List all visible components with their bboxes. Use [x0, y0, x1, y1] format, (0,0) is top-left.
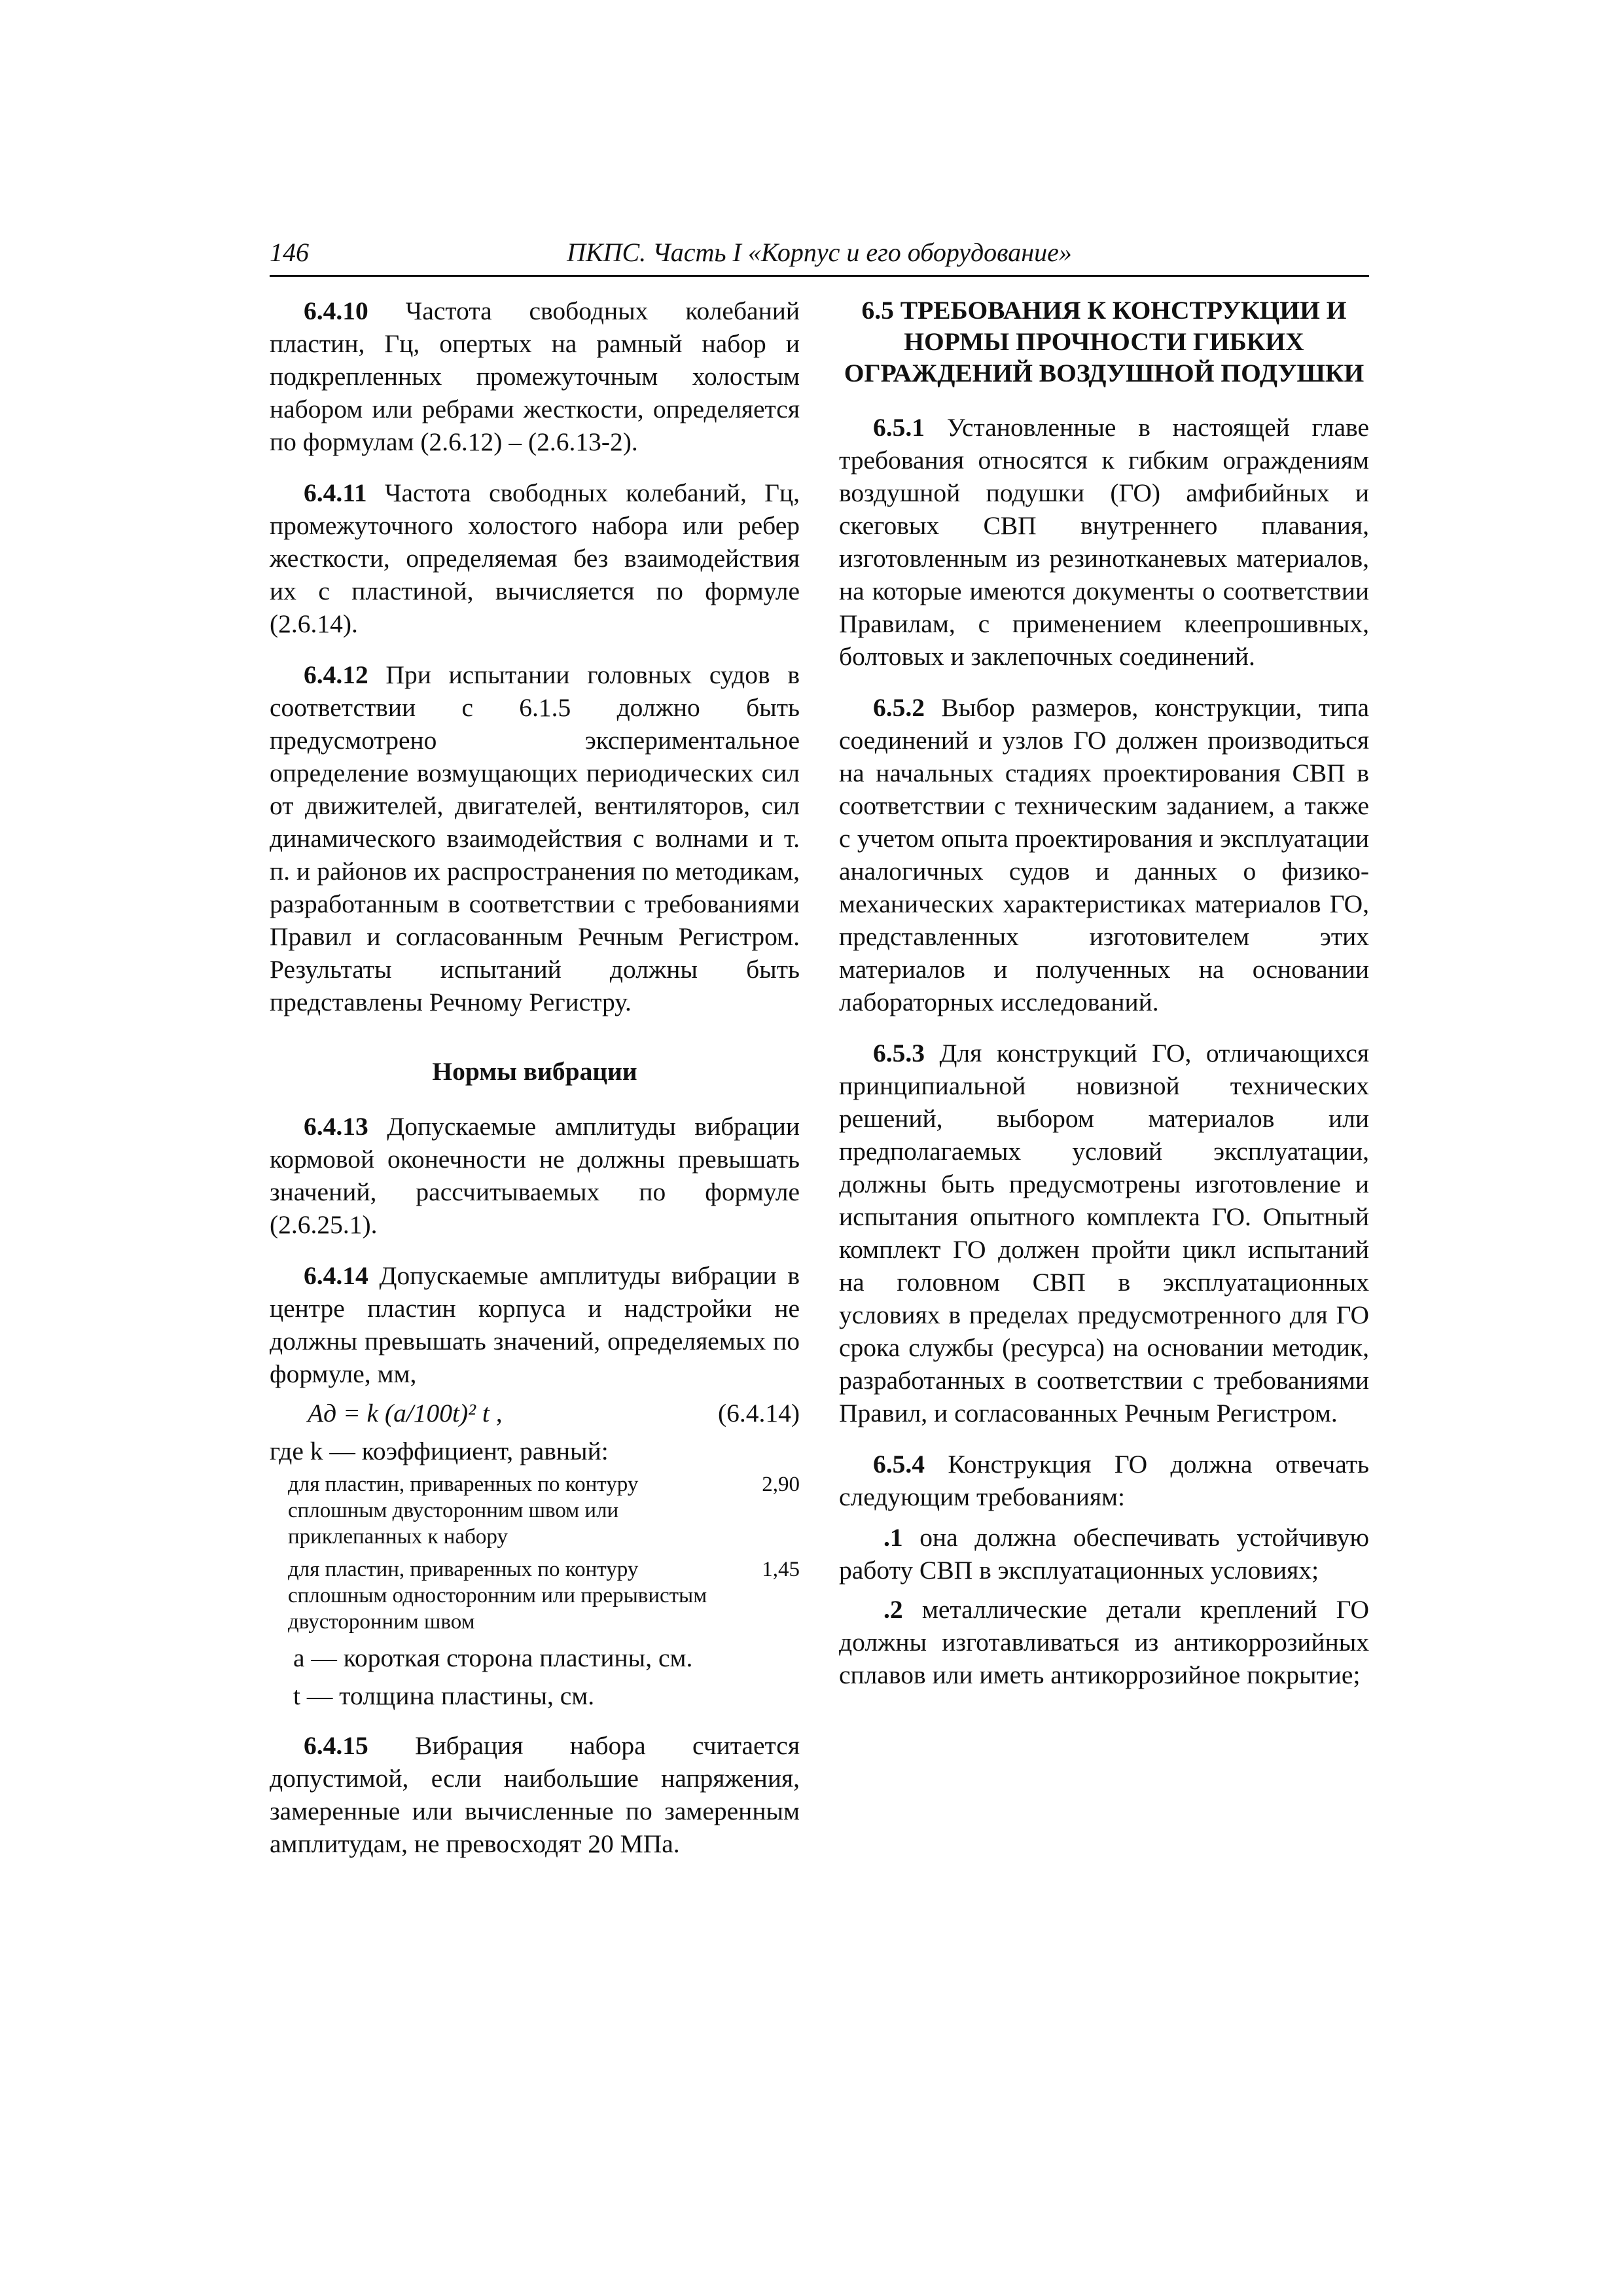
list-item-2 — [839, 1593, 1369, 1691]
coefficient-description: для пластин, приваренных по контуру сплошным двусторонним швом или приклепанных к набору — [288, 1473, 639, 1549]
clause-text: При испытании головных судов в соответствии с 6.1.5 должно быть предусмотрено экспериментальное определение возмущающих периодических сил от движителей, двигателей, вентиляторов, сил динамического взаимодействия с волнами и т. п. и районов их распространения по методикам, разработанным в соответствии с требованиями Правил и согласованным Речным Регистром. Результаты испытаний должны быть представлены Речному Регистру. — [270, 660, 800, 1016]
clause-text: Допускаемые амплитуды вибрации в центре пластин корпуса и надстройки не должны превышать значений, определяемых по формуле, мм, — [270, 1261, 800, 1388]
coefficient-value: 1,45 — [762, 1558, 800, 1581]
formula-6-4-14 — [270, 1397, 800, 1429]
clause-text: Вибрация набора считается допустимой, если наибольшие напряжения, замеренные или вычисленные по замеренным амплитудам, не превосходят 20 МПа. — [270, 1731, 800, 1858]
paragraph-6-5-1 — [839, 411, 1369, 673]
item-text: она должна обеспечивать устойчивую работу СВП в эксплуатационных условиях; — [839, 1523, 1369, 1585]
page-header — [270, 237, 1369, 277]
section-title-6-5: 6.5 ТРЕБОВАНИЯ К КОНСТРУКЦИИ И НОРМЫ ПРОЧНОСТИ ГИБКИХ ОГРАЖДЕНИЙ ВОЗДУШНОЙ ПОДУШКИ — [844, 296, 1364, 387]
page-number: 146 — [270, 238, 309, 267]
paragraph-6-5-2 — [839, 691, 1369, 1018]
clause-text: Допускаемые амплитуды вибрации кормовой оконечности не должны превышать значений, рассчитываемых по формуле (2.6.25.1). — [270, 1112, 800, 1239]
item-number: .1 — [883, 1523, 903, 1552]
coefficient-row — [288, 1471, 800, 1550]
item-number: .2 — [883, 1595, 903, 1624]
where-line: где k — коэффициент, равный: — [270, 1437, 609, 1465]
paragraph-6-4-13 — [270, 1110, 800, 1241]
right-column — [839, 295, 1369, 1698]
definition-t: t — толщина пластины, см. — [293, 1681, 595, 1710]
coefficient-description: для пластин, приваренных по контуру сплошным односторонним или прерывистым двусторонним швом — [288, 1558, 707, 1634]
paragraph-6-4-10 — [270, 295, 800, 458]
subheading-vibration-norms: Нормы вибрации — [432, 1057, 637, 1086]
clause-number: 6.5.2 — [873, 693, 925, 722]
clause-text: Частота свободных колебаний, Гц, промежуточного холостого набора или ребер жесткости, определяемая без взаимодействия их с пластиной, вычисляется по формуле (2.6.14). — [270, 478, 800, 638]
clause-number: 6.4.11 — [304, 478, 367, 507]
clause-number: 6.5.3 — [873, 1039, 925, 1067]
clause-text: Установленные в настоящей главе требования относятся к гибким ограждениям воздушной подушки (ГО) амфибийных и скеговых СВП внутреннего плавания, изготовленным из резинотканевых материалов, на которые имеются документы о соответствии Правилам, с применением клеепрошивных, болтовых и заклепочных соединений. — [839, 413, 1369, 671]
formula-number: (6.4.14) — [717, 1399, 800, 1427]
paragraph-6-5-4 — [839, 1448, 1369, 1513]
clause-number: 6.5.1 — [873, 413, 925, 442]
list-item-1 — [839, 1521, 1369, 1587]
clause-number: 6.5.4 — [873, 1450, 925, 1479]
item-text: металлические детали креплений ГО должны изготавливаться из антикоррозийных сплавов или иметь антикоррозийное покрытие; — [839, 1595, 1369, 1689]
coefficient-value: 2,90 — [762, 1473, 800, 1496]
paragraph-6-5-3 — [839, 1037, 1369, 1429]
clause-text: Конструкция ГО должна отвечать следующим требованиям: — [839, 1450, 1369, 1511]
clause-number: 6.4.14 — [304, 1261, 368, 1290]
clause-text: Частота свободных колебаний пластин, Гц, опертых на рамный набор и подкрепленных промежуточным холостым набором или ребрами жесткости, определяется по формулам (2.6.12) – (2.6.13-2). — [270, 296, 800, 456]
clause-number: 6.4.12 — [304, 660, 368, 689]
coefficient-row — [288, 1556, 800, 1635]
left-column — [270, 295, 800, 1878]
clause-number: 6.4.15 — [304, 1731, 368, 1760]
paragraph-6-4-15 — [270, 1729, 800, 1860]
clause-text: Выбор размеров, конструкции, типа соединений и узлов ГО должен производиться на начальных стадиях проектирования СВП в соответствии с техническим заданием, а также с учетом опыта проектирования и эксплуатации аналогичных судов и данных о физико-механических характеристиках материалов ГО, представленных изготовителем этих материалов и полученных на основании лабораторных исследований. — [839, 693, 1369, 1016]
paragraph-6-4-12 — [270, 658, 800, 1018]
clause-number: 6.4.13 — [304, 1112, 368, 1141]
definition-a: a — короткая сторона пластины, см. — [293, 1643, 693, 1672]
clause-number: 6.4.10 — [304, 296, 368, 325]
running-title: ПКПС. Часть I «Корпус и его оборудование» — [567, 238, 1072, 267]
clause-text: Для конструкций ГО, отличающихся принципиальной новизной технических решений, выбором материалов или предполагаемых условий эксплуатации, должны быть предусмотрены изготовление и испытания опытного комплекта ГО. Опытный комплект ГО должен пройти цикл испытаний на головном СВП в эксплуатационных условиях в пределах предусмотренного для ГО срока службы (ресурса) на основании методик, разработанных в соответствии с требованиями Правил, и согласованных Речным Регистром. — [839, 1039, 1369, 1427]
paragraph-6-4-11 — [270, 476, 800, 640]
formula-expression: Aд = k (a/100t)² t , — [308, 1399, 503, 1427]
paragraph-6-4-14 — [270, 1259, 800, 1390]
